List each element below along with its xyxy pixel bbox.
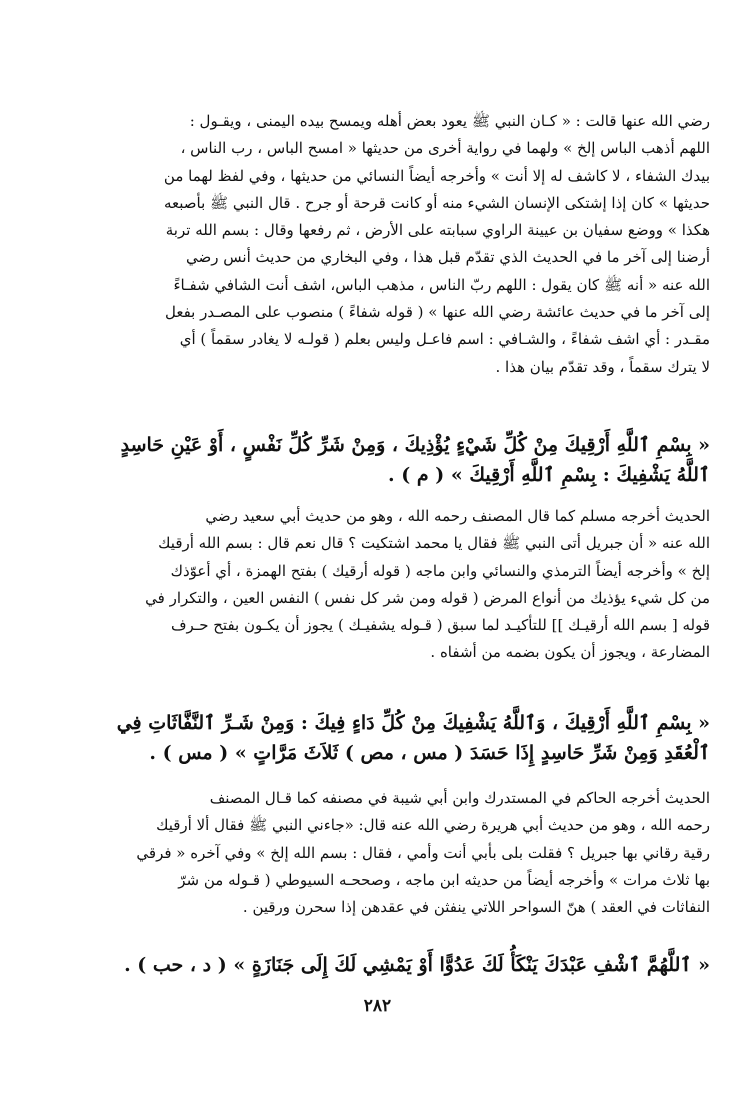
text-line: هكذا » ووضع سفيان بن عيينة الراوي سبابته على الأرض ، ثم رفعها وقال : بسم الله تربة: [165, 221, 710, 240]
page-number: ٢٨٢: [363, 996, 392, 1016]
text-line: النفاثات في العقد ) هنّ السواحر اللاتي ينفثن في عقدهن إذا سحرن ورقين .: [242, 898, 710, 917]
hadith-line: « ٱللَّهُمَّ ٱشْفِ عَبْدَكَ يَنْكَأُ لَكَ عَدُوًّا أَوْ يَمْشِي لَكَ إِلَى جَنَازَةٍ » ( د ، حب ) .: [124, 954, 710, 976]
hadith-text-2: [70, 708, 710, 772]
text-line: إلخ » وأخرجه أيضاً الترمذي والنسائي وابن ماجه ( قوله أرقيك ) بفتح الهمزة ، أي أعوّذك: [170, 561, 710, 580]
text-line: اللهم أذهب الباس إلخ » ولهما في رواية أخرى من حديثها « امسح الباس ، رب الناس ،: [180, 139, 710, 158]
hadith-line: « بِسْمِ ٱللَّهِ أَرْقِيكَ ، وَٱللَّهُ يَشْفِيكَ مِنْ كُلِّ دَاءٍ فِيكَ : وَمِنْ شَـرِّ ٱلنَّفَّاثَاتِ فِي: [116, 712, 710, 734]
commentary-paragraph-1: [70, 108, 710, 408]
text-line: بيدك الشفاء ، لا كاشف له إلا أنت » وأخرجه أيضاً النسائي من حديثها ، وفي لفظ لهما من: [163, 166, 710, 185]
text-line: الله عنه « أن جبريل أتى النبي ﷺ فقال يا محمد اشتكيت ؟ قال نعم قال : بسم الله أرقيك: [158, 534, 710, 553]
text-line: لا يترك سقماً ، وقد تقدّم بيان هذا .: [495, 357, 710, 376]
text-line: الحديث أخرجه مسلم كما قال المصنف رحمه الله ، وهو من حديث أبي سعيد رضي: [205, 507, 710, 525]
text-line: حديثها » كان إذا إشتكى الإنسان الشيء منه أو كانت قرحة أو جرح . قال النبي ﷺ بأصبعه: [163, 193, 710, 212]
hadith-line: ٱللَّهُ يَشْفِيكَ : بِسْمِ ٱللَّهِ أَرْقِيكَ » ( م ) .: [388, 464, 710, 486]
text-line: رضي الله عنها قالت : « كـان النبي ﷺ يعود بعض أهله ويمسح بيده اليمنى ، ويقـول :: [189, 112, 710, 130]
hadith-text-1: [70, 430, 710, 494]
hadith-line: ٱلْعُقَدِ وَمِنْ شَرِّ حَاسِدٍ إِذَا حَسَدَ ( مس ، مص ) ثَلاَثَ مَرَّاتٍ » ( مس ) .: [149, 742, 710, 764]
text-line: مقـدر : أي اشف شفاءً ، والشـافي : اسم فاعـل وليس بعلم ( قولـه لا يغادر سقماً ) أي: [179, 330, 710, 349]
text-line: أرضنا إلى آخر ما في الحديث الذي تقدّم قبل هذا ، وفي البخاري من حديث أنس رضي: [186, 248, 710, 267]
commentary-paragraph-3: [70, 785, 710, 927]
text-line: قوله [ بسم الله أرقيـك ]] للتأكيـد لما سبق ( قـوله يشفيـك ) يجوز أن يكـون بفتح حـرف: [170, 616, 710, 635]
hadith-line: « بِسْمِ ٱللَّهِ أَرْقِيكَ مِنْ كُلِّ شَيْءٍ يُؤْذِيكَ ، وَمِنْ شَرِّ كُلِّ نَفْسٍ ، أَوْ عَيْنِ حَاسِدٍ: [120, 434, 710, 456]
text-line: رحمه الله ، وهو من حديث أبي هريرة رضي الله عنه قال: «جاءني النبي ﷺ فقال ألا أرقيك: [156, 816, 710, 835]
text-line: الحديث أخرجه الحاكم في المستدرك وابن أبي شيبة في مصنفه كما قـال المصنف: [209, 789, 710, 807]
hadith-text-3: [70, 950, 710, 982]
text-line: من كل شيء يؤذيك من أنواع المرض ( قوله ومن شر كل نفس ) النفس العين ، والتكرار في: [145, 588, 710, 607]
text-line: بها ثلاث مرات » وأخرجه أيضاً من حديثه ابن ماجه ، وصححـه السيوطي ( قـوله من شرّ: [178, 870, 710, 889]
text-line: إلى آخر ما في حديث عائشة رضي الله عنها » ( قوله شفاءً ) منصوب على المصـدر بفعل: [165, 303, 710, 322]
text-line: الله عنه « أنه ﷺ كان يقول : اللهم ربّ الناس ، مذهب الباس، اشف أنت الشافي شفـاءً: [173, 275, 710, 294]
commentary-paragraph-2: [70, 503, 710, 685]
text-line: المضارعة ، ويجوز أن يكون بضمه من أشفاه .: [430, 643, 710, 662]
text-line: رقية رقاني بها جبريل ؟ فقلت بلى بأبي أنت وأمي ، فقال : بسم الله إلخ » وفي آخره « فرقي: [136, 843, 710, 862]
